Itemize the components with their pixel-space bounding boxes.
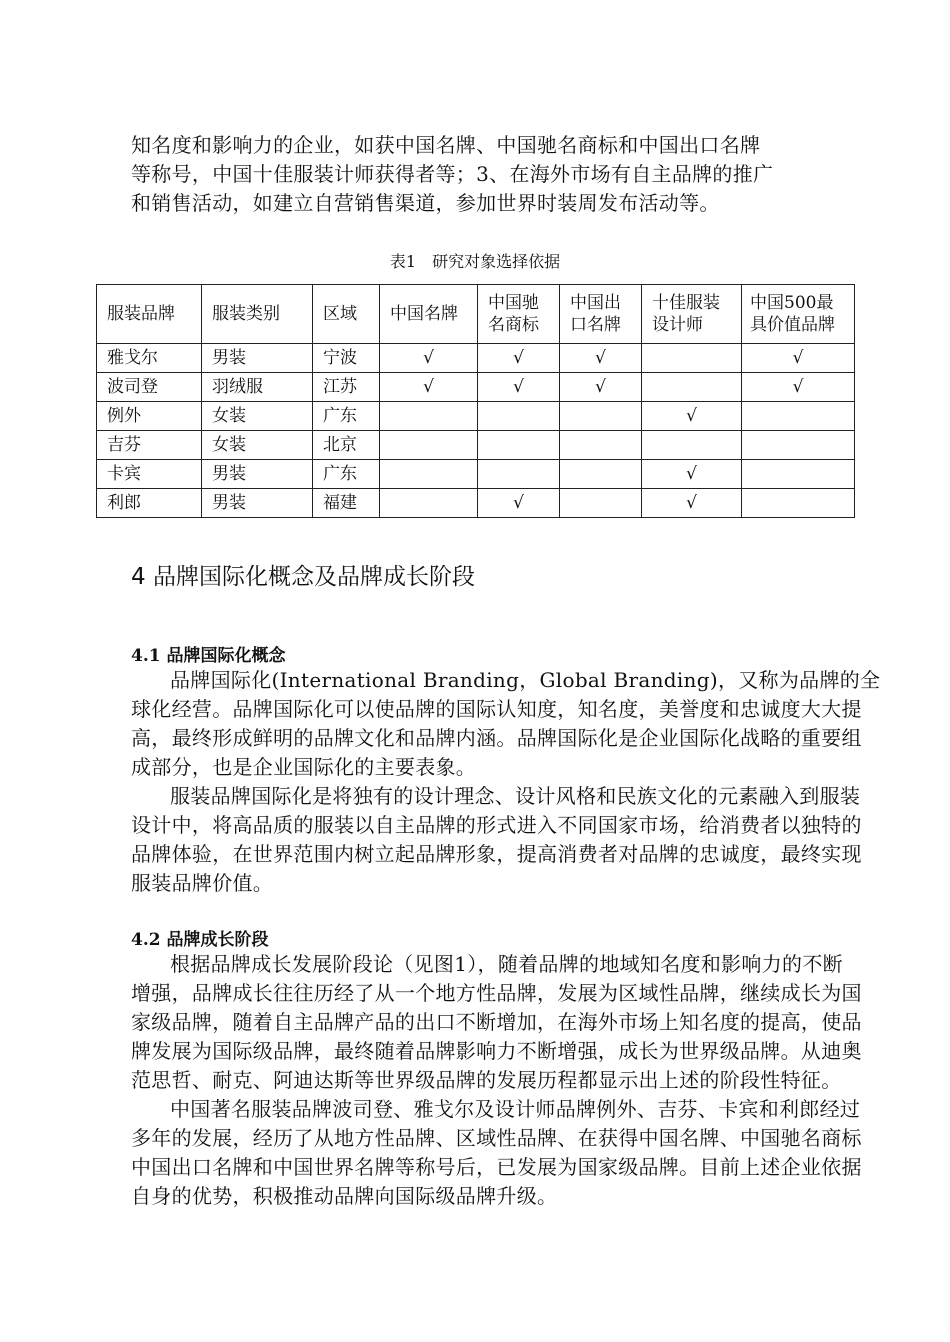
paragraph-line: 品牌体验，在世界范围内树立起品牌形象，提高消费者对品牌的忠诚度，最终实现 bbox=[131, 842, 862, 866]
table-caption: 表1 研究对象选择依据 bbox=[389, 252, 561, 271]
check-mark-cell: √ bbox=[478, 489, 560, 518]
cell-brand: 波司登 bbox=[97, 373, 202, 402]
cell-brand: 卡宾 bbox=[97, 460, 202, 489]
empty-cell bbox=[478, 431, 560, 460]
header-cell: 区域 bbox=[313, 285, 380, 344]
empty-cell bbox=[380, 460, 478, 489]
empty-cell bbox=[560, 431, 642, 460]
header-cell: 服装品牌 bbox=[97, 285, 202, 344]
paragraph-line: 家级品牌，随着自主品牌产品的出口不断增加，在海外市场上知名度的提高，使品 bbox=[131, 1010, 862, 1034]
subsection-heading: 4.1 品牌国际化概念 bbox=[131, 646, 286, 666]
selection-table bbox=[96, 284, 855, 518]
check-mark-cell: √ bbox=[380, 373, 478, 402]
cell-brand: 利郎 bbox=[97, 489, 202, 518]
cell-region: 广东 bbox=[313, 402, 380, 431]
header-cell: 十佳服装设计师 bbox=[642, 285, 742, 344]
check-mark-cell: √ bbox=[560, 344, 642, 373]
paragraph-line: 服装品牌国际化是将独有的设计理念、设计风格和民族文化的元素融入到服装 bbox=[170, 784, 861, 808]
empty-cell bbox=[742, 402, 855, 431]
empty-cell bbox=[380, 402, 478, 431]
empty-cell bbox=[560, 460, 642, 489]
paragraph-line: 范思哲、耐克、阿迪达斯等世界级品牌的发展历程都显示出上述的阶段性特征。 bbox=[131, 1068, 842, 1092]
empty-cell bbox=[742, 489, 855, 518]
empty-cell bbox=[478, 460, 560, 489]
paragraph-line: 根据品牌成长发展阶段论（见图1），随着品牌的地域知名度和影响力的不断 bbox=[170, 952, 843, 976]
check-mark-cell: √ bbox=[642, 460, 742, 489]
intro-line: 等称号，中国十佳服装计师获得者等；3、在海外市场有自主品牌的推广 bbox=[131, 162, 774, 186]
empty-cell bbox=[742, 431, 855, 460]
table-row bbox=[97, 402, 855, 431]
paragraph-line: 自身的优势，积极推动品牌向国际级品牌升级。 bbox=[131, 1184, 558, 1208]
cell-brand: 雅戈尔 bbox=[97, 344, 202, 373]
check-mark-cell: √ bbox=[742, 344, 855, 373]
check-mark-cell: √ bbox=[642, 489, 742, 518]
cell-type: 男装 bbox=[202, 460, 313, 489]
header-cell: 中国500最具价值品牌 bbox=[742, 285, 855, 344]
paragraph-line: 中国著名服装品牌波司登、雅戈尔及设计师品牌例外、吉芬、卡宾和利郎经过 bbox=[170, 1097, 861, 1121]
empty-cell bbox=[642, 431, 742, 460]
check-mark-cell: √ bbox=[478, 344, 560, 373]
empty-cell bbox=[380, 431, 478, 460]
header-cell: 中国出口名牌 bbox=[560, 285, 642, 344]
check-mark-cell: √ bbox=[478, 373, 560, 402]
subsection-heading: 4.2 品牌成长阶段 bbox=[131, 930, 269, 950]
section-heading: 4 品牌国际化概念及品牌成长阶段 bbox=[131, 564, 475, 590]
intro-line: 知名度和影响力的企业，如获中国名牌、中国驰名商标和中国出口名牌 bbox=[131, 133, 761, 157]
table-row bbox=[97, 344, 855, 373]
intro-line: 和销售活动，如建立自营销售渠道，参加世界时装周发布活动等。 bbox=[131, 191, 720, 215]
check-mark-cell: √ bbox=[742, 373, 855, 402]
cell-type: 羽绒服 bbox=[202, 373, 313, 402]
header-cell: 中国名牌 bbox=[380, 285, 478, 344]
header-cell: 中国驰名商标 bbox=[478, 285, 560, 344]
paragraph-line: 品牌国际化(International Branding，Global Branding)，又称为品牌的全 bbox=[170, 668, 881, 692]
paragraph-line: 设计中，将高品质的服装以自主品牌的形式进入不同国家市场，给消费者以独特的 bbox=[131, 813, 862, 837]
empty-cell bbox=[380, 489, 478, 518]
cell-region: 广东 bbox=[313, 460, 380, 489]
table-row bbox=[97, 431, 855, 460]
paragraph-line: 成部分，也是企业国际化的主要表象。 bbox=[131, 755, 477, 779]
header-cell: 服装类别 bbox=[202, 285, 313, 344]
cell-brand: 例外 bbox=[97, 402, 202, 431]
empty-cell bbox=[642, 373, 742, 402]
cell-region: 江苏 bbox=[313, 373, 380, 402]
check-mark-cell: √ bbox=[560, 373, 642, 402]
cell-type: 女装 bbox=[202, 431, 313, 460]
empty-cell bbox=[478, 402, 560, 431]
empty-cell bbox=[560, 489, 642, 518]
paragraph-line: 高，最终形成鲜明的品牌文化和品牌内涵。品牌国际化是企业国际化战略的重要组 bbox=[131, 726, 862, 750]
check-mark-cell: √ bbox=[642, 402, 742, 431]
paragraph-line: 多年的发展，经历了从地方性品牌、区域性品牌、在获得中国名牌、中国驰名商标 bbox=[131, 1126, 862, 1150]
cell-type: 男装 bbox=[202, 344, 313, 373]
table-row bbox=[97, 460, 855, 489]
paragraph-line: 服装品牌价值。 bbox=[131, 871, 274, 895]
check-mark-cell: √ bbox=[380, 344, 478, 373]
paragraph-line: 中国出口名牌和中国世界名牌等称号后，已发展为国家级品牌。目前上述企业依据 bbox=[131, 1155, 862, 1179]
empty-cell bbox=[742, 460, 855, 489]
table-row bbox=[97, 373, 855, 402]
cell-region: 北京 bbox=[313, 431, 380, 460]
cell-region: 宁波 bbox=[313, 344, 380, 373]
empty-cell bbox=[642, 344, 742, 373]
cell-brand: 吉芬 bbox=[97, 431, 202, 460]
cell-type: 男装 bbox=[202, 489, 313, 518]
table-header-row bbox=[97, 285, 855, 344]
paragraph-line: 球化经营。品牌国际化可以使品牌的国际认知度，知名度，美誉度和忠诚度大大提 bbox=[131, 697, 862, 721]
cell-region: 福建 bbox=[313, 489, 380, 518]
cell-type: 女装 bbox=[202, 402, 313, 431]
empty-cell bbox=[560, 402, 642, 431]
table-row bbox=[97, 489, 855, 518]
paragraph-line: 增强，品牌成长往往历经了从一个地方性品牌，发展为区域性品牌，继续成长为国 bbox=[131, 981, 862, 1005]
paragraph-line: 牌发展为国际级品牌，最终随着品牌影响力不断增强，成长为世界级品牌。从迪奥 bbox=[131, 1039, 862, 1063]
